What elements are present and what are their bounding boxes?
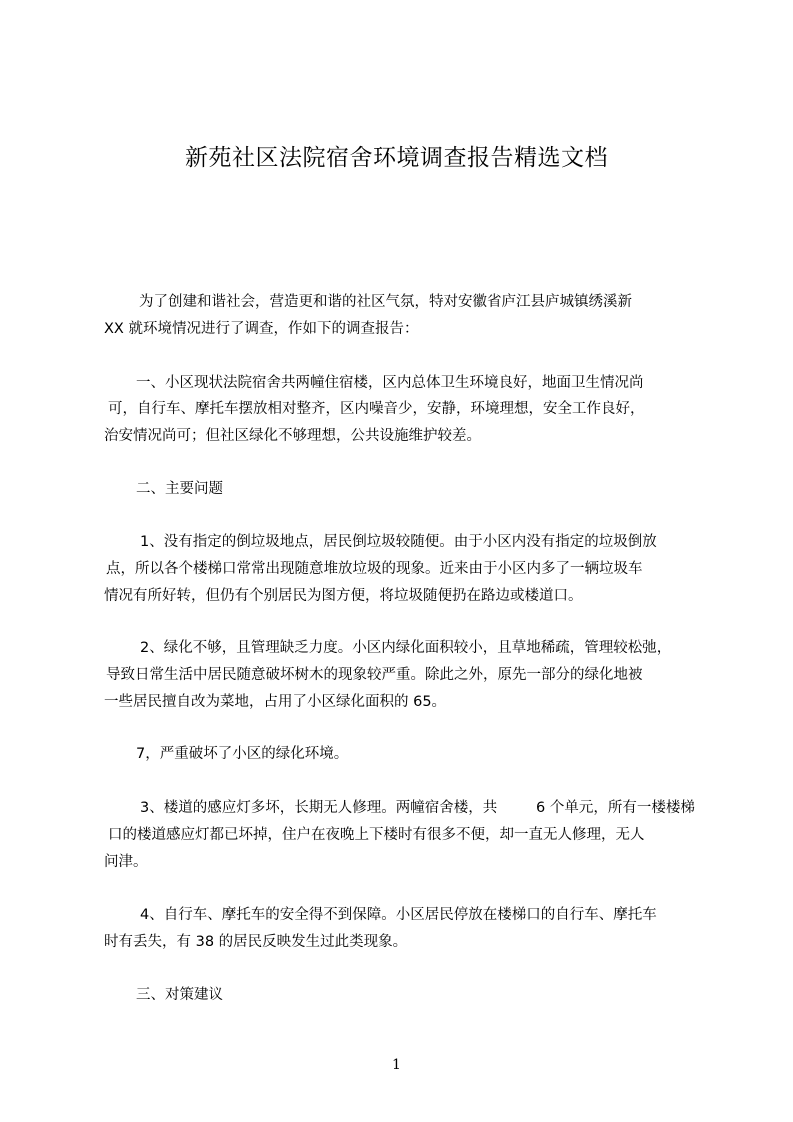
paragraph-vehicles-line-2: 时有丢失，有 38 的居民反映发生过此类现象。	[104, 934, 408, 950]
paragraph-status-line-2: 可，自行车、摩托车摆放相对整齐，区内噪音少，安静，环境理想，安全工作良好，	[108, 401, 645, 417]
paragraph-intro-line-2: XX 就环境情况进行了调查，作如下的调查报告：	[104, 321, 419, 337]
heading-main-problems: 二、主要问题	[136, 481, 223, 497]
paragraph-lights-line-3: 问津。	[104, 854, 148, 870]
paragraph-status-line-1: 一、小区现状法院宿舍共两幢住宿楼，区内总体卫生环境良好，地面卫生情况尚	[136, 375, 644, 391]
paragraph-greening-line-1: 2、绿化不够，且管理缺乏力度。小区内绿化面积较小，且草地稀疏，管理较松弛，	[140, 640, 672, 656]
document-title: 新苑社区法院宿舍环境调查报告精选文档	[185, 145, 608, 171]
page-number: 1	[392, 1057, 401, 1073]
paragraph-status-line-3: 治安情况尚可；但社区绿化不够理想，公共设施维护较差。	[104, 428, 481, 444]
paragraph-garbage-line-3: 情况有所好转，但仍有个别居民为图方便，将垃圾随便扔在路边或楼道口。	[104, 588, 583, 604]
paragraph-garbage-line-2: 点，所以各个楼梯口常常出现随意堆放垃圾的现象。近来由于小区内多了一辆垃圾车	[106, 561, 643, 577]
paragraph-intro-line-1: 为了创建和谐社会，营造更和谐的社区气氛，特对安徽省庐江县庐城镇绣溪新	[139, 294, 632, 310]
paragraph-greening-line-3: 一些居民擅自改为菜地，占用了小区绿化面积的 65。	[104, 694, 447, 710]
paragraph-lights-line-1b: 6 个单元，所有一楼楼梯	[536, 800, 695, 816]
paragraph-greening-continued: 7，严重破坏了小区的绿化环境。	[136, 746, 349, 762]
paragraph-lights-line-1a: 3、楼道的感应灯多坏，长期无人修理。两幢宿舍楼，共	[140, 800, 498, 816]
paragraph-garbage-line-1: 1、没有指定的倒垃圾地点，居民倒垃圾较随便。由于小区内没有指定的垃圾倒放	[140, 534, 657, 550]
paragraph-lights-line-2: 口的楼道感应灯都已坏掉，住户在夜晚上下楼时有很多不便，却一直无人修理，无人	[108, 827, 645, 843]
paragraph-greening-line-2: 导致日常生活中居民随意破坏树木的现象较严重。除此之外，原先一部分的绿化地被	[106, 667, 643, 683]
paragraph-vehicles-line-1: 4、自行车、摩托车的安全得不到保障。小区居民停放在楼梯口的自行车、摩托车	[140, 907, 657, 923]
heading-countermeasures: 三、对策建议	[136, 987, 223, 1003]
